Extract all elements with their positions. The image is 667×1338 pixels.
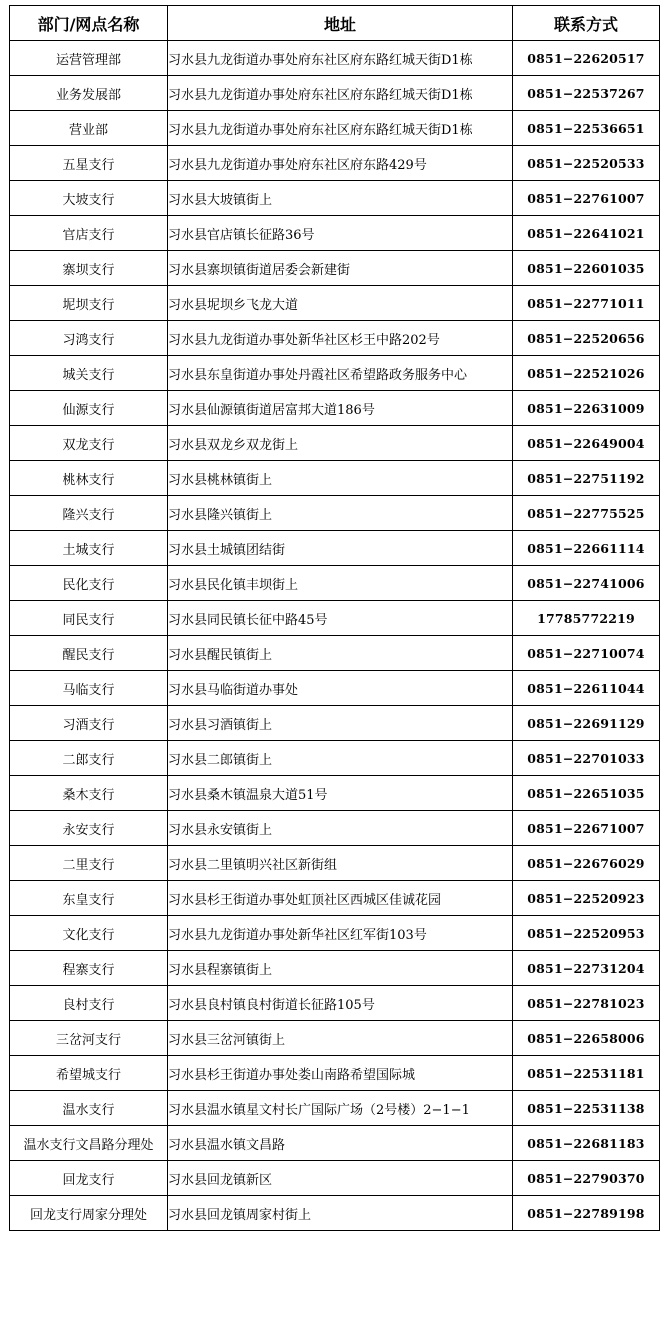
address-cell: 习水县永安镇街上 <box>168 811 513 846</box>
phone-cell: 0851−22620517 <box>513 41 660 76</box>
branch-name-cell: 回龙支行周家分理处 <box>10 1196 168 1231</box>
address-cell: 习水县醒民镇街上 <box>168 636 513 671</box>
phone-cell: 0851−22691129 <box>513 706 660 741</box>
phone-cell: 0851−22671007 <box>513 811 660 846</box>
address-cell: 习水县马临街道办事处 <box>168 671 513 706</box>
branch-name-cell: 温水支行文昌路分理处 <box>10 1126 168 1161</box>
phone-cell: 0851−22641021 <box>513 216 660 251</box>
table-row <box>10 916 660 951</box>
phone-cell: 0851−22701033 <box>513 741 660 776</box>
phone-cell: 0851−22611044 <box>513 671 660 706</box>
address-cell: 习水县东皇街道办事处丹霞社区希望路政务服务中心 <box>168 356 513 391</box>
table-row <box>10 251 660 286</box>
address-cell: 习水县九龙街道办事处新华社区杉王中路202号 <box>168 321 513 356</box>
branch-name-cell: 仙源支行 <box>10 391 168 426</box>
branch-name-cell: 大坡支行 <box>10 181 168 216</box>
branch-name-cell: 民化支行 <box>10 566 168 601</box>
branch-contact-table <box>9 5 660 1231</box>
table-row <box>10 1196 660 1231</box>
address-cell: 习水县官店镇长征路36号 <box>168 216 513 251</box>
table-row <box>10 321 660 356</box>
phone-cell: 0851−22537267 <box>513 76 660 111</box>
phone-cell: 0851−22520656 <box>513 321 660 356</box>
address-cell: 习水县九龙街道办事处府东社区府东路429号 <box>168 146 513 181</box>
table-row <box>10 986 660 1021</box>
table-row <box>10 286 660 321</box>
address-cell: 习水县温水镇文昌路 <box>168 1126 513 1161</box>
table-row <box>10 601 660 636</box>
table-row <box>10 671 660 706</box>
address-cell: 习水县九龙街道办事处府东社区府东路红城天街D1栋 <box>168 111 513 146</box>
phone-cell: 0851−22710074 <box>513 636 660 671</box>
address-cell: 习水县杉王街道办事处虹顶社区西城区佳诚花园 <box>168 881 513 916</box>
table-row <box>10 846 660 881</box>
phone-cell: 0851−22601035 <box>513 251 660 286</box>
phone-cell: 0851−22751192 <box>513 461 660 496</box>
branch-name-cell: 五星支行 <box>10 146 168 181</box>
branch-name-cell: 同民支行 <box>10 601 168 636</box>
table-row <box>10 951 660 986</box>
phone-cell: 0851−22521026 <box>513 356 660 391</box>
table-row <box>10 531 660 566</box>
table-header-row <box>10 6 660 41</box>
phone-cell: 0851−22771011 <box>513 286 660 321</box>
table-row <box>10 881 660 916</box>
table-row <box>10 181 660 216</box>
phone-cell: 0851−22781023 <box>513 986 660 1021</box>
phone-cell: 0851−22789198 <box>513 1196 660 1231</box>
address-cell: 习水县同民镇长征中路45号 <box>168 601 513 636</box>
address-cell: 习水县温水镇星文村长广国际广场（2号楼）2−1−1 <box>168 1091 513 1126</box>
table-row <box>10 1126 660 1161</box>
branch-name-cell: 隆兴支行 <box>10 496 168 531</box>
branch-name-cell: 土城支行 <box>10 531 168 566</box>
address-cell: 习水县九龙街道办事处府东社区府东路红城天街D1栋 <box>168 41 513 76</box>
address-cell: 习水县回龙镇周家村街上 <box>168 1196 513 1231</box>
phone-cell: 0851−22649004 <box>513 426 660 461</box>
phone-cell: 0851−22761007 <box>513 181 660 216</box>
table-row <box>10 461 660 496</box>
branch-name-cell: 温水支行 <box>10 1091 168 1126</box>
branch-name-cell: 运营管理部 <box>10 41 168 76</box>
address-cell: 习水县寨坝镇街道居委会新建街 <box>168 251 513 286</box>
phone-cell: 0851−22681183 <box>513 1126 660 1161</box>
address-cell: 习水县习酒镇街上 <box>168 706 513 741</box>
address-cell: 习水县二郎镇街上 <box>168 741 513 776</box>
branch-name-cell: 马临支行 <box>10 671 168 706</box>
table-body <box>10 41 660 1231</box>
table-row <box>10 1091 660 1126</box>
phone-cell: 0851−22531181 <box>513 1056 660 1091</box>
branch-name-cell: 官店支行 <box>10 216 168 251</box>
branch-name-cell: 程寨支行 <box>10 951 168 986</box>
branch-name-cell: 三岔河支行 <box>10 1021 168 1056</box>
branch-name-cell: 希望城支行 <box>10 1056 168 1091</box>
table-row <box>10 391 660 426</box>
phone-cell: 0851−22520923 <box>513 881 660 916</box>
table-row <box>10 76 660 111</box>
branch-name-cell: 醒民支行 <box>10 636 168 671</box>
address-cell: 习水县程寨镇街上 <box>168 951 513 986</box>
table-row <box>10 1161 660 1196</box>
table-row <box>10 636 660 671</box>
branch-name-cell: 二里支行 <box>10 846 168 881</box>
table-row <box>10 146 660 181</box>
phone-cell: 0851−22661114 <box>513 531 660 566</box>
branch-name-cell: 营业部 <box>10 111 168 146</box>
branch-name-cell: 良村支行 <box>10 986 168 1021</box>
header-name: 部门/网点名称 <box>10 6 168 41</box>
table-row <box>10 496 660 531</box>
table-row <box>10 111 660 146</box>
table-row <box>10 741 660 776</box>
phone-cell: 0851−22741006 <box>513 566 660 601</box>
phone-cell: 0851−22731204 <box>513 951 660 986</box>
branch-name-cell: 文化支行 <box>10 916 168 951</box>
address-cell: 习水县桃林镇街上 <box>168 461 513 496</box>
branch-name-cell: 桃林支行 <box>10 461 168 496</box>
phone-cell: 0851−22520953 <box>513 916 660 951</box>
phone-cell: 0851−22531138 <box>513 1091 660 1126</box>
address-cell: 习水县仙源镇街道居富邦大道186号 <box>168 391 513 426</box>
branch-name-cell: 桑木支行 <box>10 776 168 811</box>
address-cell: 习水县坭坝乡飞龙大道 <box>168 286 513 321</box>
address-cell: 习水县九龙街道办事处新华社区红军街103号 <box>168 916 513 951</box>
branch-name-cell: 回龙支行 <box>10 1161 168 1196</box>
phone-cell: 0851−22658006 <box>513 1021 660 1056</box>
branch-name-cell: 坭坝支行 <box>10 286 168 321</box>
branch-name-cell: 二郎支行 <box>10 741 168 776</box>
branch-name-cell: 东皇支行 <box>10 881 168 916</box>
phone-cell: 17785772219 <box>513 601 660 636</box>
table-row <box>10 356 660 391</box>
address-cell: 习水县民化镇丰坝街上 <box>168 566 513 601</box>
address-cell: 习水县良村镇良村街道长征路105号 <box>168 986 513 1021</box>
phone-cell: 0851−22520533 <box>513 146 660 181</box>
table-row <box>10 41 660 76</box>
header-address: 地址 <box>168 6 513 41</box>
branch-name-cell: 习鸿支行 <box>10 321 168 356</box>
branch-name-cell: 业务发展部 <box>10 76 168 111</box>
phone-cell: 0851−22775525 <box>513 496 660 531</box>
address-cell: 习水县九龙街道办事处府东社区府东路红城天街D1栋 <box>168 76 513 111</box>
table-row <box>10 566 660 601</box>
address-cell: 习水县三岔河镇街上 <box>168 1021 513 1056</box>
table-row <box>10 426 660 461</box>
phone-cell: 0851−22651035 <box>513 776 660 811</box>
address-cell: 习水县隆兴镇街上 <box>168 496 513 531</box>
branch-name-cell: 城关支行 <box>10 356 168 391</box>
table-row <box>10 776 660 811</box>
address-cell: 习水县二里镇明兴社区新街组 <box>168 846 513 881</box>
table-row <box>10 1056 660 1091</box>
table-row <box>10 1021 660 1056</box>
address-cell: 习水县桑木镇温泉大道51号 <box>168 776 513 811</box>
branch-name-cell: 永安支行 <box>10 811 168 846</box>
table-row <box>10 811 660 846</box>
phone-cell: 0851−22790370 <box>513 1161 660 1196</box>
address-cell: 习水县土城镇团结街 <box>168 531 513 566</box>
header-contact: 联系方式 <box>513 6 660 41</box>
address-cell: 习水县回龙镇新区 <box>168 1161 513 1196</box>
branch-name-cell: 寨坝支行 <box>10 251 168 286</box>
phone-cell: 0851−22676029 <box>513 846 660 881</box>
address-cell: 习水县杉王街道办事处娄山南路希望国际城 <box>168 1056 513 1091</box>
table-row <box>10 216 660 251</box>
address-cell: 习水县双龙乡双龙街上 <box>168 426 513 461</box>
phone-cell: 0851−22536651 <box>513 111 660 146</box>
address-cell: 习水县大坡镇街上 <box>168 181 513 216</box>
branch-name-cell: 习酒支行 <box>10 706 168 741</box>
phone-cell: 0851−22631009 <box>513 391 660 426</box>
table-row <box>10 706 660 741</box>
branch-name-cell: 双龙支行 <box>10 426 168 461</box>
